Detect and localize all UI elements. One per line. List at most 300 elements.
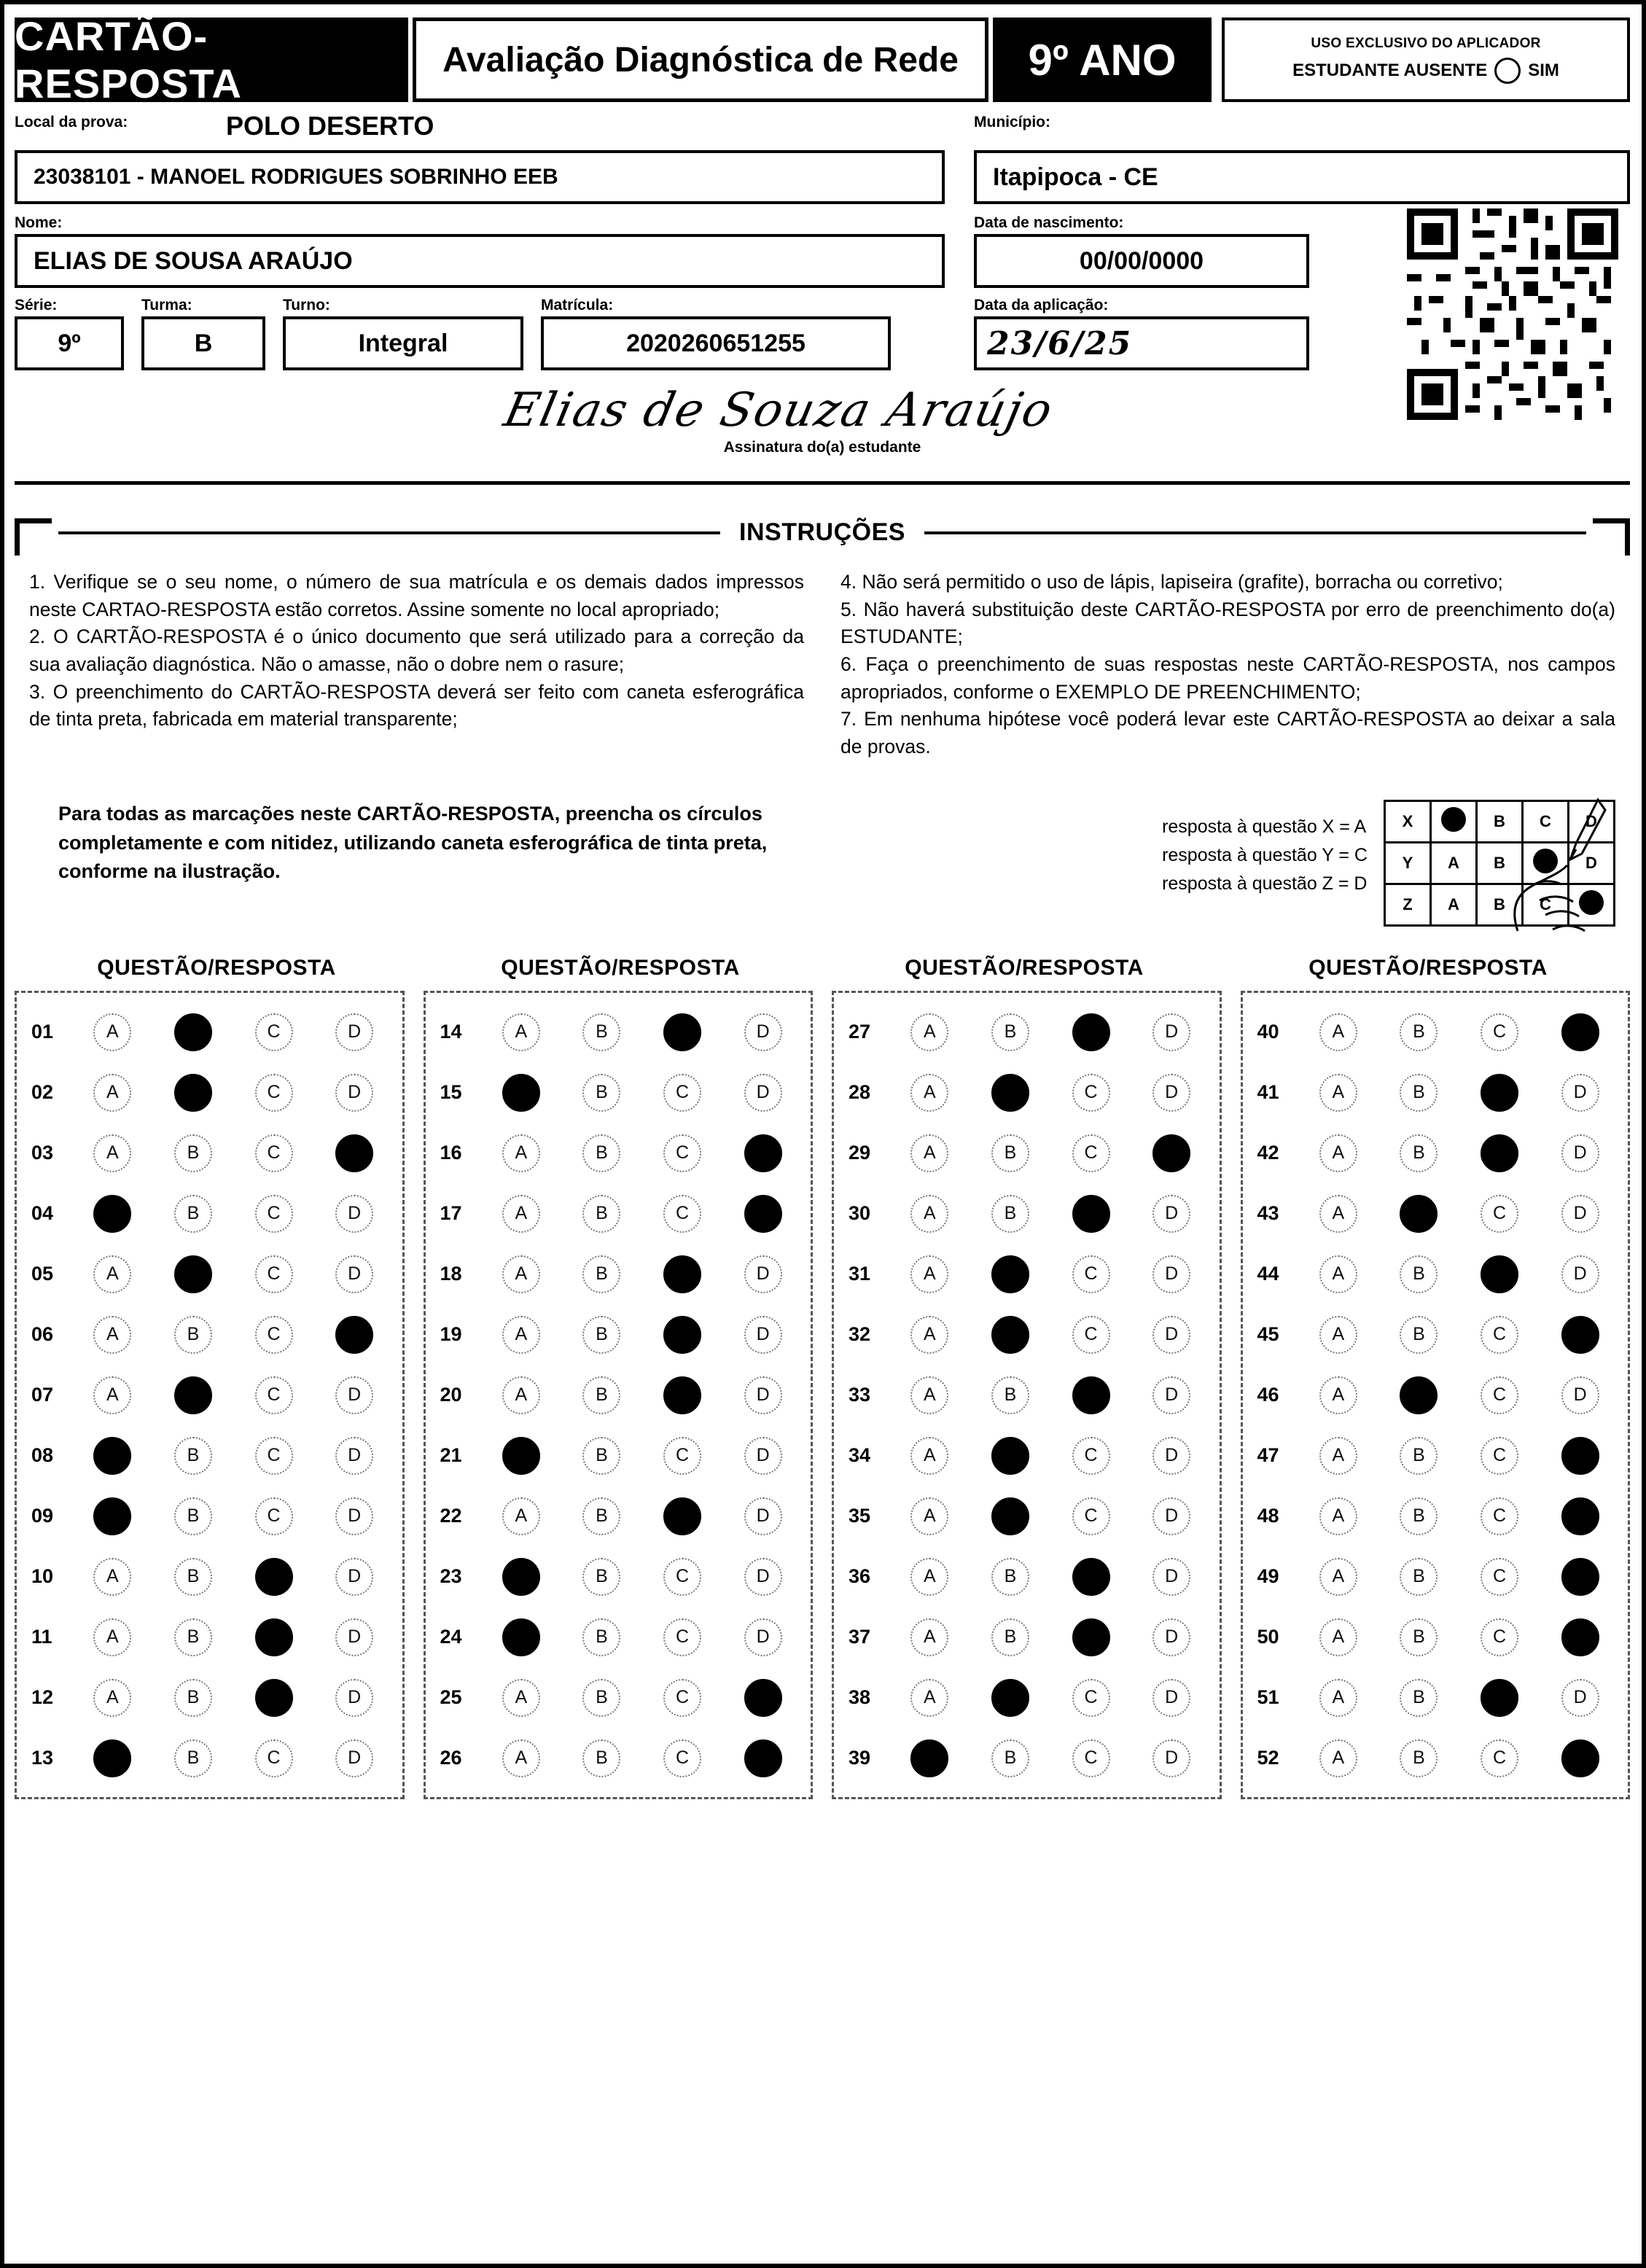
answer-bubble-d[interactable] (744, 1739, 782, 1777)
answer-bubble-d[interactable] (744, 1134, 782, 1172)
answer-bubble-c[interactable]: C (663, 1195, 701, 1233)
answer-bubble-a[interactable] (502, 1618, 540, 1656)
answer-bubble-c[interactable] (663, 1013, 701, 1051)
answer-bubble-d[interactable]: D (335, 1195, 373, 1233)
answer-bubble-b[interactable]: B (1400, 1013, 1438, 1051)
answer-bubble-b[interactable]: B (582, 1195, 620, 1233)
answer-bubble-d[interactable]: D (335, 1558, 373, 1596)
answer-bubble-c[interactable]: C (255, 1013, 293, 1051)
answer-bubble-d[interactable]: D (1152, 1074, 1190, 1112)
answer-row (24, 1425, 395, 1486)
answer-row (841, 1183, 1212, 1244)
answer-bubble-d[interactable]: D (744, 1497, 782, 1535)
answer-bubble-b[interactable]: B (582, 1497, 620, 1535)
answer-bubble-b[interactable] (991, 1074, 1029, 1112)
answer-bubble-a[interactable]: A (502, 1739, 540, 1777)
answer-row (1250, 1365, 1621, 1425)
answer-bubble-c[interactable]: C (255, 1255, 293, 1293)
answer-bubble-a[interactable] (502, 1074, 540, 1112)
answer-bubble-b[interactable] (991, 1437, 1029, 1475)
answer-options (1298, 1074, 1621, 1112)
answer-bubble-d[interactable]: D (1561, 1679, 1599, 1717)
fill-example-section (29, 800, 1615, 927)
answer-bubble-c[interactable] (663, 1255, 701, 1293)
answer-bubble-b[interactable]: B (991, 1618, 1029, 1656)
question-number: 36 (849, 1565, 871, 1588)
answer-bubble-b[interactable] (174, 1376, 212, 1414)
answer-options (481, 1376, 804, 1414)
answer-bubble-b[interactable] (174, 1074, 212, 1112)
answer-bubble-b[interactable]: B (582, 1437, 620, 1475)
answer-bubble-a[interactable] (93, 1195, 131, 1233)
answer-bubble-c[interactable] (255, 1679, 293, 1717)
answer-bubble-d[interactable]: D (1152, 1013, 1190, 1051)
answer-bubble-b[interactable]: B (1400, 1255, 1438, 1293)
answer-bubble-d[interactable] (1561, 1739, 1599, 1777)
answer-bubble-d[interactable] (1561, 1497, 1599, 1535)
answer-bubble-c[interactable]: C (1481, 1437, 1518, 1475)
answer-bubble-a[interactable] (93, 1437, 131, 1475)
answer-bubble-d[interactable]: D (1561, 1074, 1599, 1112)
answer-bubble-d[interactable]: D (335, 1255, 373, 1293)
answer-bubble-d[interactable] (1561, 1618, 1599, 1656)
answer-options (1298, 1316, 1621, 1354)
answer-bubble-c[interactable]: C (663, 1679, 701, 1717)
question-number: 13 (31, 1747, 54, 1769)
answer-bubble-b[interactable]: B (582, 1618, 620, 1656)
answer-row (1250, 1062, 1621, 1123)
answer-bubble-d[interactable]: D (1152, 1679, 1190, 1717)
answer-bubble-a[interactable]: A (910, 1013, 948, 1051)
answer-bubble-d[interactable]: D (1152, 1195, 1190, 1233)
answer-bubble-b[interactable] (991, 1497, 1029, 1535)
answer-bubble-d[interactable]: D (1152, 1437, 1190, 1475)
answer-bubble-b[interactable]: B (1400, 1074, 1438, 1112)
answer-bubble-d[interactable] (744, 1679, 782, 1717)
answer-bubble-a[interactable]: A (1319, 1255, 1357, 1293)
answer-bubble-a[interactable]: A (502, 1497, 540, 1535)
answer-bubble-b[interactable]: B (174, 1739, 212, 1777)
answer-bubble-a[interactable]: A (910, 1558, 948, 1596)
answer-bubble-b[interactable]: B (991, 1134, 1029, 1172)
answer-options (889, 1195, 1212, 1233)
answer-bubble-a[interactable]: A (93, 1013, 131, 1051)
answer-row (841, 1002, 1212, 1062)
answer-bubble-d[interactable]: D (744, 1074, 782, 1112)
answer-row (1250, 1002, 1621, 1062)
example-bubble: C (1523, 884, 1569, 926)
answer-bubble-a[interactable]: A (93, 1134, 131, 1172)
answer-bubble-b[interactable]: B (991, 1558, 1029, 1596)
answer-bubble-b[interactable]: B (991, 1376, 1029, 1414)
answer-bubble-d[interactable] (335, 1316, 373, 1354)
question-number: 25 (440, 1686, 462, 1709)
answer-options (481, 1134, 804, 1172)
answer-bubble-d[interactable] (1561, 1013, 1599, 1051)
answer-bubble-b[interactable] (991, 1255, 1029, 1293)
answer-options (1298, 1437, 1621, 1475)
answer-bubble-a[interactable]: A (910, 1134, 948, 1172)
answer-options (1298, 1376, 1621, 1414)
answer-bubble-a[interactable] (502, 1558, 540, 1596)
question-number: 12 (31, 1686, 54, 1709)
answers-column (15, 991, 405, 1799)
answer-options (72, 1558, 395, 1596)
answer-bubble-d[interactable]: D (1152, 1376, 1190, 1414)
corner-mark-top-right (1593, 518, 1630, 556)
answers-column-header: QUESTÃO/RESPOSTA (905, 956, 1144, 981)
answer-bubble-d[interactable]: D (335, 1679, 373, 1717)
answer-bubble-a[interactable]: A (1319, 1739, 1357, 1777)
answer-bubble-a[interactable]: A (910, 1074, 948, 1112)
answer-bubble-a[interactable]: A (1319, 1437, 1357, 1475)
answer-bubble-d[interactable] (1152, 1134, 1190, 1172)
question-number: 26 (440, 1747, 462, 1769)
answer-row (433, 1728, 804, 1788)
answer-bubble-c[interactable] (663, 1316, 701, 1354)
question-number: 43 (1257, 1202, 1279, 1225)
answer-bubble-c[interactable]: C (663, 1739, 701, 1777)
answer-bubble-b[interactable]: B (174, 1134, 212, 1172)
answer-bubble-b[interactable]: B (174, 1558, 212, 1596)
question-number: 06 (31, 1323, 54, 1346)
answer-bubble-b[interactable]: B (1400, 1739, 1438, 1777)
answer-bubble-a[interactable]: A (93, 1558, 131, 1596)
answer-bubble-c[interactable]: C (1072, 1739, 1110, 1777)
question-number: 33 (849, 1384, 871, 1406)
answer-options (1298, 1134, 1621, 1172)
answer-bubble-c[interactable]: C (1072, 1437, 1110, 1475)
answer-bubble-c[interactable]: C (255, 1195, 293, 1233)
example-bubble: A (1431, 884, 1477, 926)
question-number: 51 (1257, 1686, 1279, 1709)
answer-bubble-c[interactable] (255, 1618, 293, 1656)
answer-bubble-b[interactable] (1400, 1195, 1438, 1233)
answer-bubble-d[interactable]: D (335, 1437, 373, 1475)
answer-bubble-a[interactable]: A (502, 1679, 540, 1717)
answer-bubble-c[interactable]: C (1481, 1376, 1518, 1414)
answer-bubble-a[interactable]: A (910, 1255, 948, 1293)
answer-bubble-a[interactable]: A (1319, 1558, 1357, 1596)
answer-bubble-b[interactable] (174, 1255, 212, 1293)
answer-options (72, 1739, 395, 1777)
answer-bubble-b[interactable]: B (582, 1558, 620, 1596)
answer-bubble-b[interactable] (991, 1679, 1029, 1717)
answer-bubble-a[interactable]: A (502, 1376, 540, 1414)
answer-bubble-b[interactable]: B (582, 1679, 620, 1717)
answer-bubble-b[interactable]: B (174, 1195, 212, 1233)
answer-options (889, 1558, 1212, 1596)
answer-bubble-d[interactable]: D (744, 1255, 782, 1293)
answer-bubble-a[interactable]: A (1319, 1376, 1357, 1414)
answers-column-header: QUESTÃO/RESPOSTA (97, 956, 336, 981)
question-number: 24 (440, 1626, 462, 1648)
question-number: 42 (1257, 1142, 1279, 1164)
answer-bubble-c[interactable]: C (1481, 1558, 1518, 1596)
answer-bubble-a[interactable]: A (93, 1679, 131, 1717)
municipio-label: Município: (974, 114, 1050, 130)
answer-bubble-a[interactable]: A (1319, 1195, 1357, 1233)
answer-bubble-a[interactable]: A (910, 1437, 948, 1475)
answer-bubble-c[interactable] (1481, 1074, 1518, 1112)
example-bubble-filled (1431, 801, 1477, 843)
instruction-item: 6. Faça o preenchimento de suas respostas neste CARTÃO-RESPOSTA, nos campos apropriados, conforme o EXEMPLO DE PREENCHIMENTO; (840, 652, 1615, 703)
answer-bubble-c[interactable]: C (1481, 1013, 1518, 1051)
instruction-item: 7. Em nenhuma hipótese você poderá levar este CARTÃO-RESPOSTA ao deixar a sala de provas. (840, 708, 1615, 757)
fill-instruction-text: Para todas as marcações neste CARTÃO-RESPOSTA, preencha os círculos completamente e com nitidez, utilizando caneta esferográfica de tinta preta, conforme na ilustração. (58, 803, 768, 882)
answer-bubble-a[interactable]: A (910, 1195, 948, 1233)
answer-bubble-a[interactable]: A (1319, 1316, 1357, 1354)
answer-bubble-c[interactable]: C (663, 1437, 701, 1475)
question-number: 32 (849, 1323, 871, 1346)
answer-options (889, 1316, 1212, 1354)
answer-bubble-b[interactable]: B (1400, 1437, 1438, 1475)
question-number: 03 (31, 1142, 54, 1164)
answer-bubble-c[interactable]: C (1072, 1074, 1110, 1112)
answer-bubble-c[interactable]: C (1072, 1679, 1110, 1717)
answer-bubble-d[interactable]: D (335, 1376, 373, 1414)
question-number: 44 (1257, 1263, 1279, 1285)
answer-bubble-c[interactable]: C (255, 1437, 293, 1475)
answer-bubble-a[interactable]: A (93, 1074, 131, 1112)
answer-bubble-b[interactable]: B (582, 1376, 620, 1414)
answer-bubble-b[interactable]: B (582, 1316, 620, 1354)
grade-badge: 9º ANO (993, 17, 1212, 102)
answer-bubble-c[interactable]: C (1072, 1255, 1110, 1293)
answer-bubble-a[interactable]: A (502, 1255, 540, 1293)
answer-bubble-d[interactable]: D (1561, 1255, 1599, 1293)
question-number: 52 (1257, 1747, 1279, 1769)
question-number: 08 (31, 1444, 54, 1467)
answer-bubble-c[interactable]: C (1481, 1195, 1518, 1233)
answer-bubble-d[interactable] (1561, 1437, 1599, 1475)
answer-row (433, 1244, 804, 1304)
answer-bubble-c[interactable] (1072, 1013, 1110, 1051)
question-number: 14 (440, 1021, 462, 1043)
answer-bubble-b[interactable]: B (582, 1013, 620, 1051)
answer-row (841, 1728, 1212, 1788)
answer-row (841, 1667, 1212, 1728)
answer-bubble-b[interactable]: B (582, 1739, 620, 1777)
answer-bubble-a[interactable]: A (910, 1618, 948, 1656)
question-number: 30 (849, 1202, 871, 1225)
answer-bubble-c[interactable]: C (255, 1316, 293, 1354)
absent-yes-label: SIM (1528, 61, 1559, 80)
answer-bubble-d[interactable]: D (1561, 1376, 1599, 1414)
answer-bubble-c[interactable]: C (663, 1134, 701, 1172)
answer-bubble-b[interactable]: B (1400, 1134, 1438, 1172)
answer-bubble-b[interactable]: B (1400, 1316, 1438, 1354)
instruction-item: 5. Não haverá substituição deste CARTÃO-RESPOSTA por erro de preenchimento do(a) ESTUDANTE; (840, 598, 1615, 648)
nome-label: Nome: (15, 214, 63, 231)
answer-options (1298, 1195, 1621, 1233)
answer-bubble-a[interactable] (502, 1437, 540, 1475)
answer-bubble-c[interactable]: C (255, 1497, 293, 1535)
answer-bubble-b[interactable]: B (174, 1316, 212, 1354)
answer-bubble-d[interactable] (335, 1134, 373, 1172)
municipio-field: Itapipoca - CE (974, 150, 1630, 204)
answer-options (72, 1134, 395, 1172)
answer-row (24, 1002, 395, 1062)
answer-bubble-a[interactable]: A (93, 1376, 131, 1414)
answer-bubble-b[interactable]: B (174, 1437, 212, 1475)
answer-options (1298, 1618, 1621, 1656)
question-number: 48 (1257, 1505, 1279, 1527)
answer-bubble-a[interactable]: A (502, 1195, 540, 1233)
answer-bubble-d[interactable]: D (744, 1376, 782, 1414)
answer-bubble-d[interactable]: D (1152, 1255, 1190, 1293)
answer-bubble-c[interactable]: C (663, 1558, 701, 1596)
answer-bubble-b[interactable]: B (991, 1195, 1029, 1233)
answer-bubble-d[interactable]: D (744, 1316, 782, 1354)
answer-bubble-a[interactable] (93, 1497, 131, 1535)
answer-bubble-d[interactable]: D (744, 1558, 782, 1596)
answer-bubble-b[interactable]: B (174, 1497, 212, 1535)
answer-bubble-b[interactable]: B (1400, 1497, 1438, 1535)
divider (15, 481, 1630, 485)
answer-bubble-a[interactable]: A (910, 1497, 948, 1535)
answer-bubble-c[interactable]: C (255, 1739, 293, 1777)
answer-bubble-a[interactable]: A (1319, 1134, 1357, 1172)
question-number: 41 (1257, 1081, 1279, 1104)
answer-bubble-d[interactable] (1561, 1558, 1599, 1596)
answer-bubble-c[interactable] (1481, 1679, 1518, 1717)
answer-row (433, 1062, 804, 1123)
identification-subrow (15, 297, 945, 370)
answer-bubble-c[interactable]: C (1481, 1739, 1518, 1777)
serie-field: 9º (15, 316, 124, 370)
answer-bubble-c[interactable]: C (663, 1618, 701, 1656)
answer-bubble-a[interactable]: A (502, 1134, 540, 1172)
answer-bubble-b[interactable] (991, 1316, 1029, 1354)
answer-bubble-b[interactable]: B (174, 1618, 212, 1656)
answer-bubble-c[interactable]: C (255, 1074, 293, 1112)
answer-bubble-d[interactable]: D (1152, 1316, 1190, 1354)
question-number: 49 (1257, 1565, 1279, 1588)
answer-bubble-c[interactable] (1072, 1618, 1110, 1656)
answer-bubble-c[interactable]: C (1481, 1497, 1518, 1535)
answer-bubble-d[interactable]: D (1152, 1558, 1190, 1596)
answer-bubble-c[interactable]: C (1072, 1497, 1110, 1535)
answer-bubble-a[interactable]: A (1319, 1074, 1357, 1112)
answer-bubble-c[interactable]: C (1481, 1618, 1518, 1656)
answer-bubble-d[interactable]: D (335, 1013, 373, 1051)
answer-bubble-c[interactable] (1481, 1255, 1518, 1293)
question-number: 16 (440, 1142, 462, 1164)
answer-bubble-d[interactable]: D (1561, 1195, 1599, 1233)
answer-bubble-d[interactable] (744, 1195, 782, 1233)
answer-bubble-d[interactable]: D (1561, 1134, 1599, 1172)
answer-bubble-b[interactable]: B (1400, 1679, 1438, 1717)
answer-bubble-d[interactable]: D (335, 1618, 373, 1656)
answer-bubble-b[interactable]: B (582, 1134, 620, 1172)
applicator-box (1222, 17, 1630, 102)
answer-bubble-d[interactable]: D (744, 1013, 782, 1051)
question-number: 04 (31, 1202, 54, 1225)
answer-bubble-b[interactable] (174, 1013, 212, 1051)
answer-options (1298, 1013, 1621, 1051)
answer-bubble-c[interactable]: C (1072, 1316, 1110, 1354)
answer-bubble-a[interactable]: A (1319, 1618, 1357, 1656)
instruction-item: 4. Não será permitido o uso de lápis, lapiseira (grafite), borracha ou corretivo; (840, 571, 1503, 593)
answer-bubble-d[interactable]: D (1152, 1618, 1190, 1656)
answer-bubble-c[interactable] (1072, 1376, 1110, 1414)
answer-bubble-a[interactable]: A (93, 1618, 131, 1656)
answer-row (433, 1304, 804, 1365)
answer-row (433, 1365, 804, 1425)
answer-bubble-c[interactable] (1072, 1558, 1110, 1596)
answer-bubble-d[interactable]: D (335, 1497, 373, 1535)
answer-bubble-c[interactable] (663, 1376, 701, 1414)
answer-bubble-b[interactable]: B (174, 1679, 212, 1717)
answer-bubble-b[interactable]: B (582, 1074, 620, 1112)
answer-bubble-a[interactable]: A (910, 1679, 948, 1717)
answer-bubble-a[interactable] (910, 1739, 948, 1777)
answer-bubble-d[interactable]: D (744, 1618, 782, 1656)
answer-options (889, 1013, 1212, 1051)
answer-bubble-a[interactable]: A (93, 1255, 131, 1293)
question-number: 27 (849, 1021, 871, 1043)
answer-bubble-b[interactable]: B (582, 1255, 620, 1293)
answer-bubble-a[interactable]: A (502, 1013, 540, 1051)
answer-row (841, 1546, 1212, 1607)
answer-bubble-d[interactable]: D (1152, 1497, 1190, 1535)
answer-bubble-c[interactable] (1072, 1195, 1110, 1233)
question-number: 29 (849, 1142, 871, 1164)
answer-bubble-b[interactable]: B (1400, 1558, 1438, 1596)
answer-row (24, 1486, 395, 1546)
answer-bubble-c[interactable]: C (255, 1376, 293, 1414)
absent-field[interactable] (1292, 58, 1559, 84)
answer-bubble-c[interactable] (255, 1558, 293, 1596)
answer-bubble-b[interactable]: B (991, 1739, 1029, 1777)
answer-bubble-a[interactable]: A (1319, 1013, 1357, 1051)
answer-bubble-a[interactable]: A (910, 1376, 948, 1414)
answers-grid[interactable] (15, 991, 1630, 1799)
answer-bubble-a[interactable]: A (910, 1316, 948, 1354)
answer-bubble-a[interactable]: A (1319, 1679, 1357, 1717)
answer-bubble-c[interactable]: C (1072, 1134, 1110, 1172)
answer-bubble-a[interactable]: A (502, 1316, 540, 1354)
absent-bubble-icon[interactable] (1494, 58, 1521, 84)
answer-bubble-d[interactable]: D (1152, 1739, 1190, 1777)
answer-row (841, 1425, 1212, 1486)
answer-bubble-c[interactable]: C (663, 1074, 701, 1112)
answer-bubble-a[interactable]: A (93, 1316, 131, 1354)
answer-bubble-a[interactable] (93, 1739, 131, 1777)
answer-bubble-b[interactable]: B (991, 1013, 1029, 1051)
answer-options (1298, 1558, 1621, 1596)
answer-bubble-b[interactable]: B (1400, 1618, 1438, 1656)
answer-bubble-c[interactable]: C (255, 1134, 293, 1172)
question-number: 20 (440, 1384, 462, 1406)
answer-bubble-d[interactable] (1561, 1316, 1599, 1354)
question-number: 07 (31, 1384, 54, 1406)
answer-bubble-d[interactable]: D (335, 1074, 373, 1112)
answer-bubble-b[interactable] (1400, 1376, 1438, 1414)
question-number: 50 (1257, 1626, 1279, 1648)
answer-options (72, 1679, 395, 1717)
answer-bubble-c[interactable] (663, 1497, 701, 1535)
answer-bubble-d[interactable]: D (744, 1437, 782, 1475)
card-title: CARTÃO-RESPOSTA (15, 17, 408, 102)
example-bubble: B (1477, 884, 1523, 926)
answer-bubble-c[interactable]: C (1481, 1316, 1518, 1354)
answer-bubble-a[interactable]: A (1319, 1497, 1357, 1535)
answer-bubble-c[interactable] (1481, 1134, 1518, 1172)
answer-bubble-d[interactable]: D (335, 1739, 373, 1777)
question-number: 46 (1257, 1384, 1279, 1406)
